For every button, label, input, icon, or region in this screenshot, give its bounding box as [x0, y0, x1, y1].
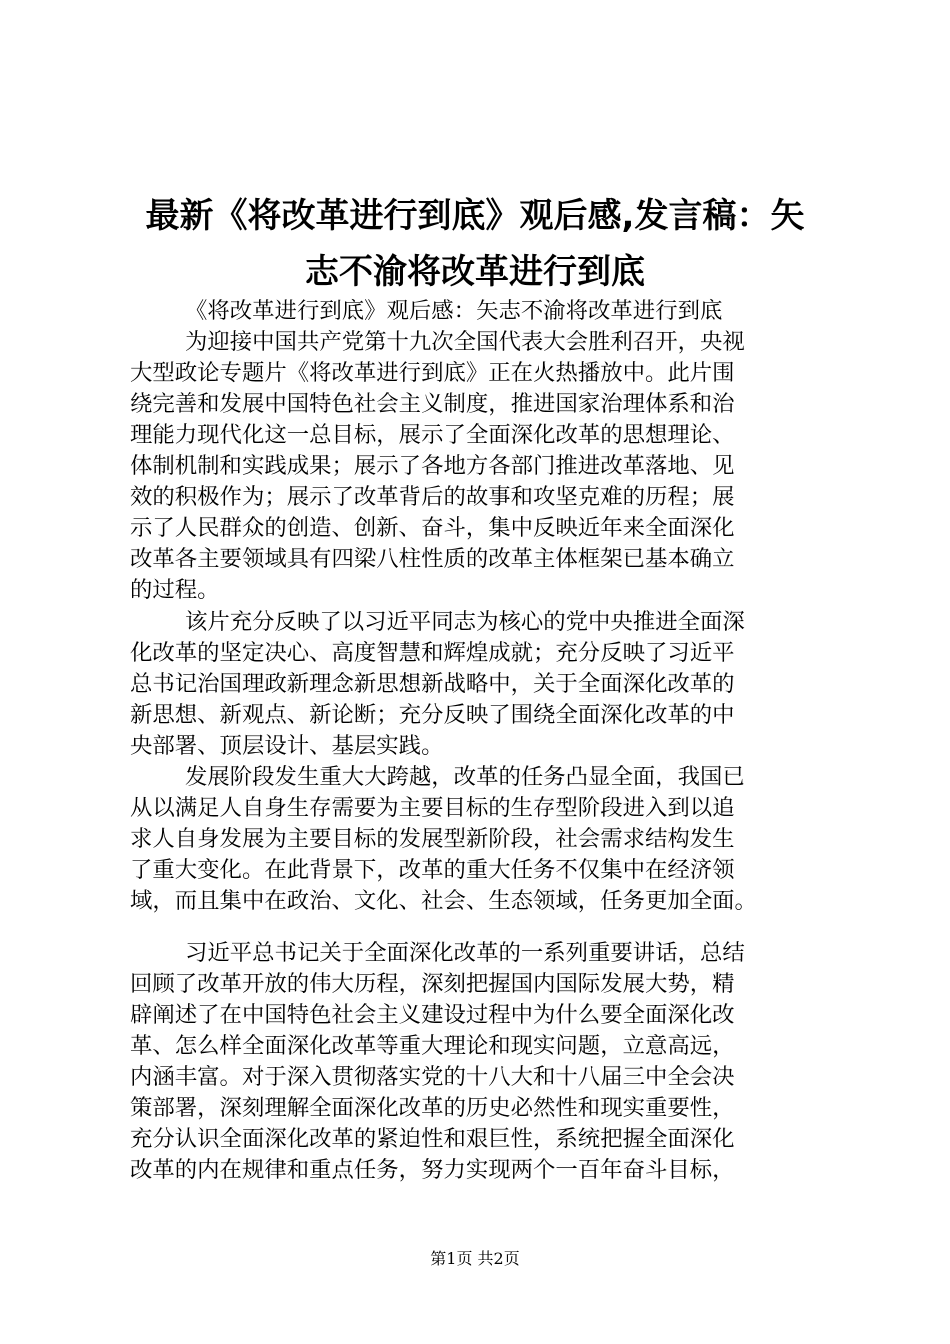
- paragraph-line: 化改革的坚定决心、高度智慧和辉煌成就；充分反映了习近平: [130, 640, 735, 666]
- paragraph-line: 体制机制和实践成果；展示了各地方各部门推进改革落地、见: [130, 453, 735, 479]
- paragraph-line: 回顾了改革开放的伟大历程，深刻把握国内国际发展大势，精: [130, 971, 735, 997]
- paragraph-line: 从以满足人自身生存需要为主要目标的生存型阶段进入到以追: [130, 795, 735, 821]
- paragraph-line: 大型政论专题片《将改革进行到底》正在火热播放中。此片围: [130, 360, 735, 386]
- paragraph-line: 示了人民群众的创造、创新、奋斗，集中反映近年来全面深化: [130, 515, 735, 541]
- paragraph-line: 央部署、顶层设计、基层实践。: [130, 733, 444, 759]
- paragraph-1: [130, 327, 835, 606]
- paragraph-line: 该片充分反映了以习近平同志为核心的党中央推进全面深: [185, 609, 745, 635]
- paragraph-line: 理能力现代化这一总目标，展示了全面深化改革的思想理论、: [130, 422, 735, 448]
- page-indicator: 第1页 共2页: [430, 1249, 520, 1268]
- paragraph-line: 域，而且集中在政治、文化、社会、生态领域，任务更加全面。: [130, 888, 757, 914]
- paragraph-3: [130, 762, 835, 917]
- paragraph-line: 总书记治国理政新理念新思想新战略中，关于全面深化改革的: [130, 671, 735, 697]
- paragraph-line: 新思想、新观点、新论断；充分反映了围绕全面深化改革的中: [130, 702, 735, 728]
- document-title-line-2: 志不渝将改革进行到底: [305, 252, 645, 292]
- document-title-line-1: 最新《将改革进行到底》观后感,发言稿：矢: [145, 196, 805, 236]
- document-subtitle: 《将改革进行到底》观后感：矢志不渝将改革进行到底: [185, 298, 723, 324]
- page-footer: [0, 1246, 950, 1269]
- paragraph-line: 的过程。: [130, 577, 220, 603]
- paragraph-line: 习近平总书记关于全面深化改革的一系列重要讲话，总结: [185, 940, 745, 966]
- paragraph-line: 改革的内在规律和重点任务，努力实现两个一百年奋斗目标，: [130, 1157, 735, 1183]
- paragraph-2: [130, 607, 835, 762]
- paragraph-line: 绕完善和发展中国特色社会主义制度，推进国家治理体系和治: [130, 391, 735, 417]
- paragraph-line: 求人自身发展为主要目标的发展型新阶段，社会需求结构发生: [130, 826, 735, 852]
- paragraph-line: 革、怎么样全面深化改革等重大理论和现实问题，立意高远，: [130, 1033, 735, 1059]
- paragraph-line: 了重大变化。在此背景下，改革的重大任务不仅集中在经济领: [130, 857, 735, 883]
- paragraph-4: [130, 938, 835, 1186]
- paragraph-line: 策部署，深刻理解全面深化改革的历史必然性和现实重要性，: [130, 1095, 735, 1121]
- paragraph-line: 辟阐述了在中国特色社会主义建设过程中为什么要全面深化改: [130, 1002, 735, 1028]
- paragraph-line: 效的积极作为；展示了改革背后的故事和攻坚克难的历程；展: [130, 484, 735, 510]
- paragraph-line: 内涵丰富。对于深入贯彻落实党的十八大和十八届三中全会决: [130, 1064, 735, 1090]
- paragraph-line: 为迎接中国共产党第十九次全国代表大会胜利召开，央视: [185, 329, 745, 355]
- paragraph-line: 改革各主要领域具有四梁八柱性质的改革主体框架已基本确立: [130, 546, 735, 572]
- paragraph-line: 发展阶段发生重大大跨越，改革的任务凸显全面，我国已: [185, 764, 745, 790]
- paragraph-line: 充分认识全面深化改革的紧迫性和艰巨性，系统把握全面深化: [130, 1126, 735, 1152]
